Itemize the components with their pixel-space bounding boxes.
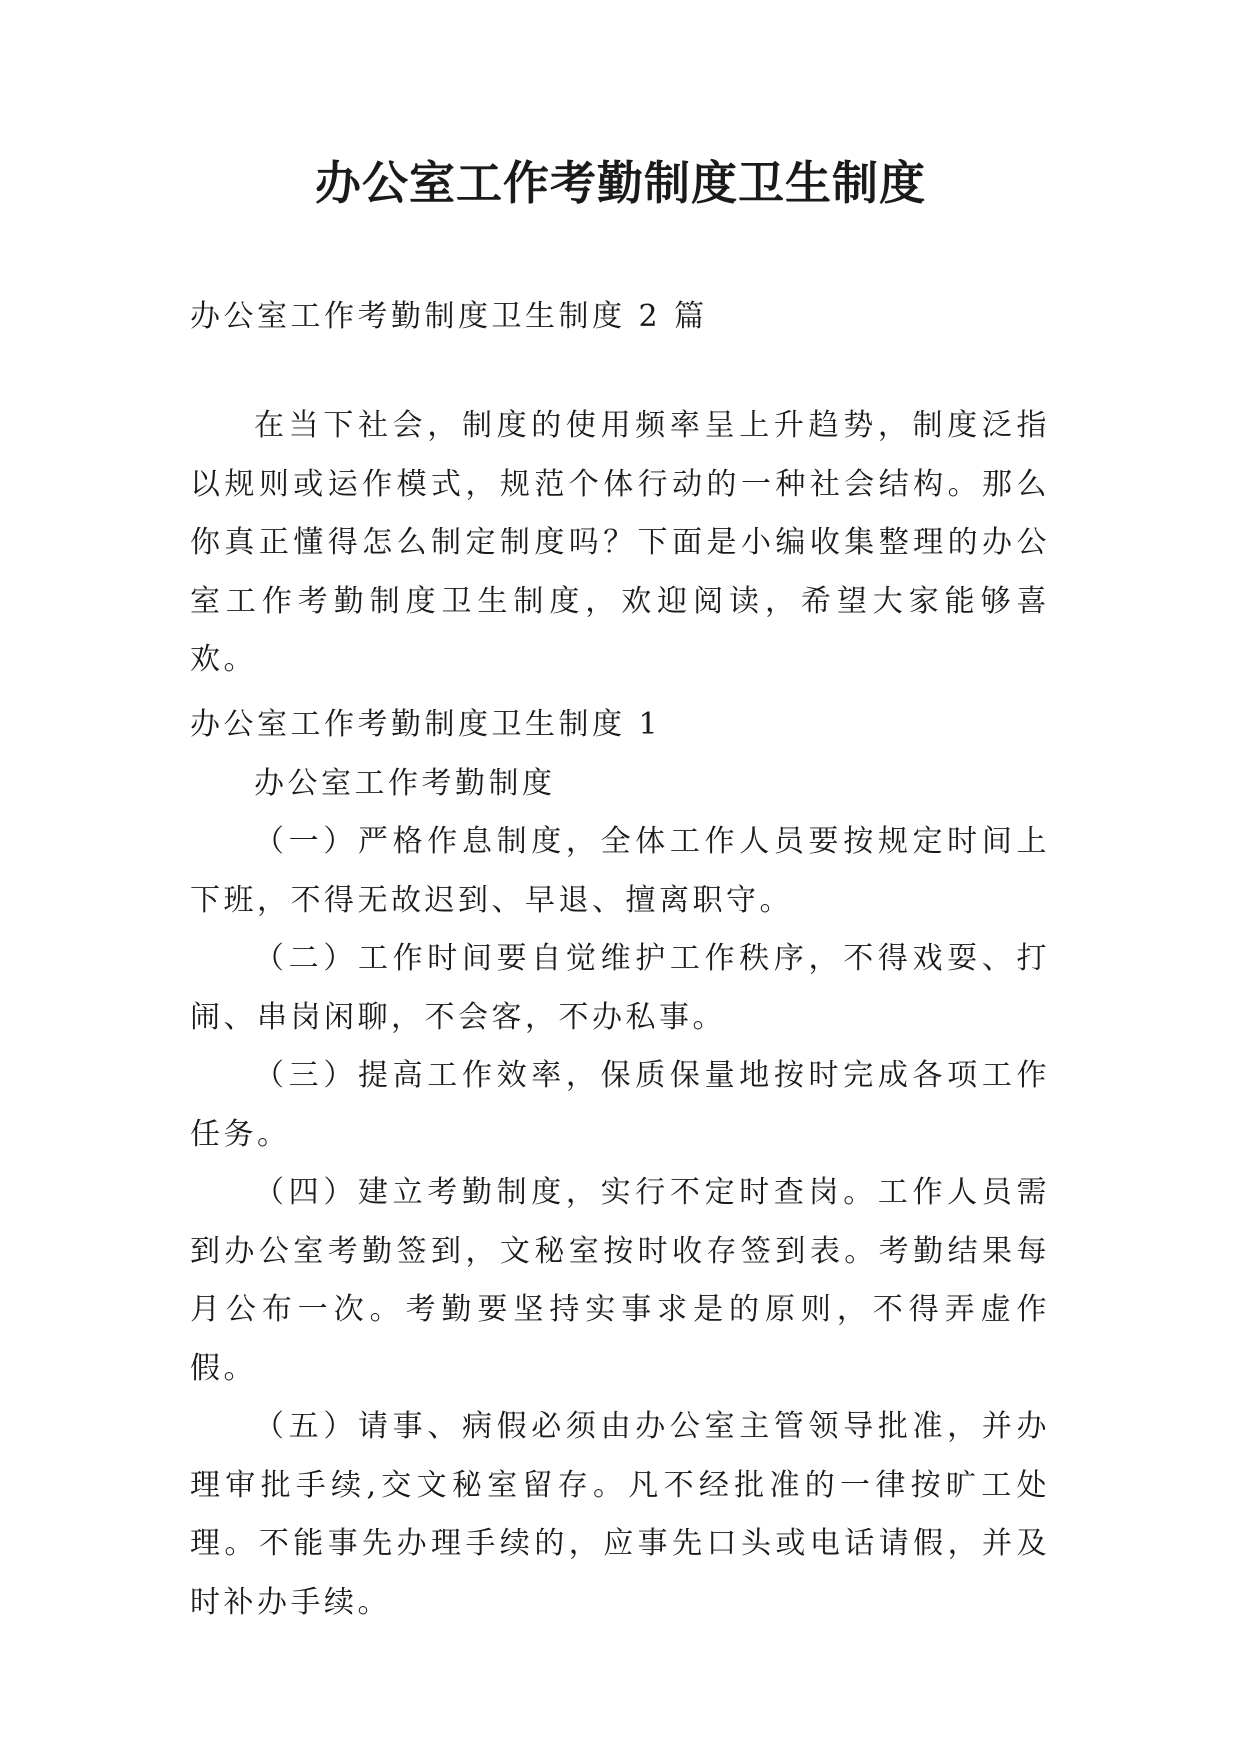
document-subtitle: 办公室工作考勤制度卫生制度 2 篇 <box>190 299 708 334</box>
rule-item-2: （二）工作时间要自觉维护工作秩序，不得戏耍、打闹、串岗闲聊，不会客，不办私事。 <box>190 941 1050 1035</box>
section-title: 办公室工作考勤制度卫生制度 1 <box>190 707 662 742</box>
intro-paragraph: 在当下社会，制度的使用频率呈上升趋势，制度泛指以规则或运作模式，规范个体行动的一种社会结构。那么你真正懂得怎么制定制度吗？下面是小编收集整理的办公室工作考勤制度卫生制度，欢迎阅读，希望大家能够喜欢。 <box>190 408 1050 677</box>
rule-item-5: （五）请事、病假必须由办公室主管领导批准，并办理审批手续,交文秘室留存。凡不经批准的一律按旷工处理。不能事先办理手续的，应事先口头或电话请假，并及时补办手续。 <box>190 1409 1050 1620</box>
rule-item-4: （四）建立考勤制度，实行不定时查岗。工作人员需到办公室考勤签到，文秘室按时收存签到表。考勤结果每月公布一次。考勤要坚持实事求是的原则，不得弄虚作假。 <box>190 1175 1050 1386</box>
document-title: 办公室工作考勤制度卫生制度 <box>315 156 926 210</box>
section-subtitle: 办公室工作考勤制度 <box>254 765 556 801</box>
rule-item-1: （一）严格作息制度，全体工作人员要按规定时间上下班，不得无故迟到、早退、擅离职守。 <box>190 824 1050 918</box>
rule-item-3: （三）提高工作效率，保质保量地按时完成各项工作任务。 <box>190 1058 1050 1152</box>
section-1 <box>190 696 1050 1632</box>
